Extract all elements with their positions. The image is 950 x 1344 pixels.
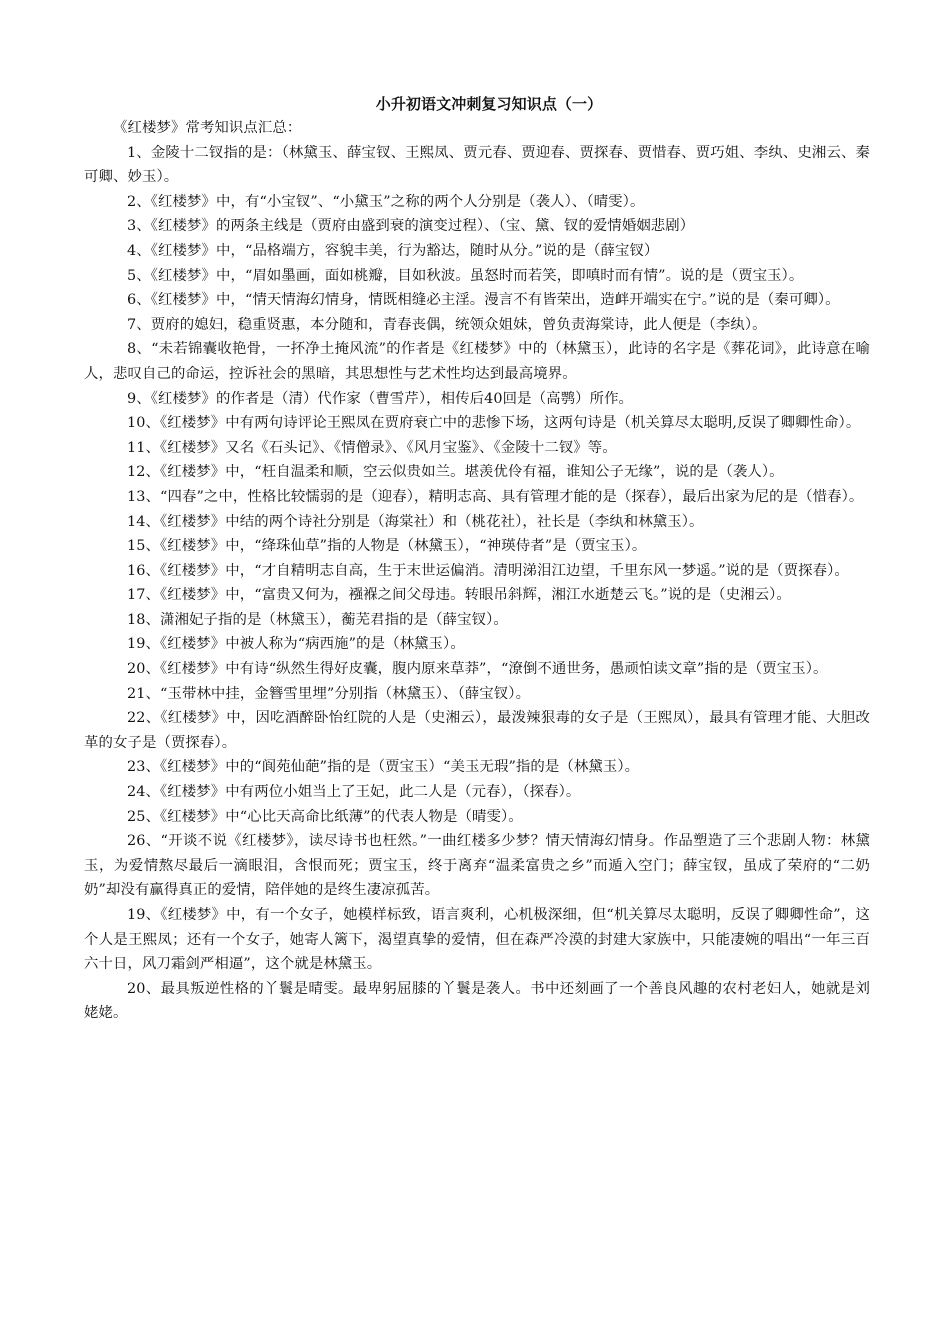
knowledge-point-12: 12、《红楼梦》中，“枉自温柔和顺，空云似贵如兰。堪羡优伶有福，谁知公子无缘”，说的是（袭人）。 bbox=[127, 464, 784, 481]
knowledge-point-25: 25、《红楼梦》中“心比天高命比纸薄”的代表人物是（晴雯）。 bbox=[127, 808, 523, 825]
knowledge-point-21: 21、“玉带林中挂，金簪雪里埋”分别指（林黛玉）、（薛宝钗）。 bbox=[127, 685, 531, 702]
knowledge-point-16: 16、《红楼梦》中，“才自精明志自高，生于末世运偏消。清明涕泪江边望，千里东风一梦遥。”说的是（贾探春）。 bbox=[127, 562, 849, 579]
knowledge-point-5: 5、《红楼梦》中，“眉如墨画，面如桃瓣，目如秋波。虽怒时而若笑，即嗔时而有情”。说的是（贾宝玉）。 bbox=[127, 267, 804, 284]
knowledge-point-2: 2、《红楼梦》中，有“小宝钗”、“小黛玉”之称的两个人分别是（袭人）、（晴雯）。 bbox=[127, 193, 645, 210]
knowledge-point-19: 19、《红楼梦》中被人称为“病西施”的是（林黛玉）。 bbox=[127, 636, 465, 653]
knowledge-point-18: 18、潇湘妃子指的是（林黛玉），蘅芜君指的是（薛宝钗）。 bbox=[127, 611, 508, 628]
knowledge-point-22: 22、《红楼梦》中，因吃酒醉卧怡红院的人是（史湘云），最泼辣狠毒的女子是（王熙凤），最具有管理才能、大胆改革的女子是（贾探春）。 bbox=[84, 710, 870, 751]
knowledge-point-13: 13、“四春”之中，性格比较懦弱的是（迎春），精明志高、具有管理才能的是（探春），最后出家为尼的是（惜春）。 bbox=[127, 488, 864, 505]
knowledge-point-11: 11、《红楼梦》又名《石头记》、《情僧录》、《风月宝鉴》、《金陵十二钗》等。 bbox=[127, 439, 617, 456]
knowledge-point-1: 1、金陵十二钗指的是：（林黛玉、薛宝钗、王熙凤、贾元春、贾迎春、贾探春、贾惜春、贾巧姐、李纨、史湘云、秦可卿、妙玉）。 bbox=[84, 144, 870, 186]
knowledge-point-7: 7、贾府的媳妇，稳重贤惠，本分随和，青春丧偶，统领众姐妹，曾负责海棠诗，此人便是（李纨）。 bbox=[127, 316, 767, 333]
knowledge-point-27: 19、《红楼梦》中，有一个女子，她模样标致，语言爽利，心机极深细，但“机关算尽太聪明，反误了卿卿性命”，这个人是王熙凤；还有一个女子，她寄人篱下，渴望真挚的爱情，但在森严冷漠的封建大家族中，只能凄婉的唱出“一年三百六十日，风刀霜剑严相逼”，这个就是林黛玉。 bbox=[84, 907, 870, 973]
knowledge-point-23: 23、《红楼梦》中的“阆苑仙葩”指的是（贾宝玉）“美玉无瑕”指的是（林黛玉）。 bbox=[127, 759, 640, 776]
knowledge-point-26: 26、“开谈不说《红楼梦》，读尽诗书也枉然。”一曲红楼多少梦？情天情海幻情身。作品塑造了三个悲剧人物：林黛玉，为爱情熬尽最后一滴眼泪，含恨而死；贾宝玉，终于离弃“温柔富贵之乡”而遁入空门；薛宝钗，虽成了荣府的“二奶奶”却没有赢得真正的爱情，陪伴她的是终生凄凉孤苦。 bbox=[84, 833, 870, 899]
knowledge-point-15: 15、《红楼梦》中，“绛珠仙草”指的人物是（林黛玉），“神瑛侍者”是（贾宝玉）。 bbox=[127, 538, 647, 555]
knowledge-point-10: 10、《红楼梦》中有两句诗评论王熙凤在贾府衰亡中的悲惨下场，这两句诗是（机关算尽太聪明,反误了卿卿性命）。 bbox=[127, 415, 861, 432]
knowledge-point-8: 8、“未若锦囊收艳骨，一抔净土掩风流”的作者是《红楼梦》中的（林黛玉），此诗的名字是《葬花词》，此诗意在喻人，悲叹自己的命运，控诉社会的黑暗，其思想性与艺术性均达到最高境界。 bbox=[84, 341, 870, 382]
knowledge-point-28: 20、最具叛逆性格的丫鬟是晴雯。最卑躬屈膝的丫鬟是袭人。书中还刻画了一个善良风趣的农村老妇人，她就是刘姥姥。 bbox=[84, 980, 870, 1022]
document-title: 小升初语文冲刺复习知识点（一） bbox=[375, 95, 603, 113]
knowledge-point-list bbox=[84, 141, 870, 1026]
knowledge-point-14: 14、《红楼梦》中结的两个诗社分别是（海棠社）和（桃花社），社长是（李纨和林黛玉）。 bbox=[127, 513, 704, 530]
knowledge-point-3: 3、《红楼梦》的两条主线是（贾府由盛到衰的演变过程）、（宝、黛、钗的爱情婚姻悲剧） bbox=[127, 218, 695, 235]
document-page bbox=[84, 92, 870, 1026]
knowledge-point-24: 24、《红楼梦》中有两位小姐当上了王妃，此二人是（元春），（探春）。 bbox=[127, 784, 581, 801]
document-intro: 《红楼梦》常考知识点汇总： bbox=[113, 120, 302, 136]
knowledge-point-6: 6、《红楼梦》中，“情天情海幻情身，情既相缝必主淫。漫言不有皆荣出，造衅开端实在宁。”说的是（秦可卿）。 bbox=[127, 292, 840, 309]
knowledge-point-4: 4、《红楼梦》中，“品格端方，容貌丰美，行为豁达，随时从分。”说的是（薛宝钗） bbox=[127, 242, 659, 259]
knowledge-point-9: 9、《红楼梦》的作者是（清）代作家（曹雪芹），相传后40回是（高鹗）所作。 bbox=[127, 390, 634, 407]
knowledge-point-17: 17、《红楼梦》中，“富贵又何为，襁褓之间父母违。转眼吊斜辉，湘江水逝楚云飞。”说的是（史湘云）。 bbox=[127, 587, 791, 604]
knowledge-point-20: 20、《红楼梦》中有诗“纵然生得好皮囊，腹内原来草莽”，“潦倒不通世务，愚顽怕读文章”指的是（贾宝玉）。 bbox=[127, 661, 828, 678]
